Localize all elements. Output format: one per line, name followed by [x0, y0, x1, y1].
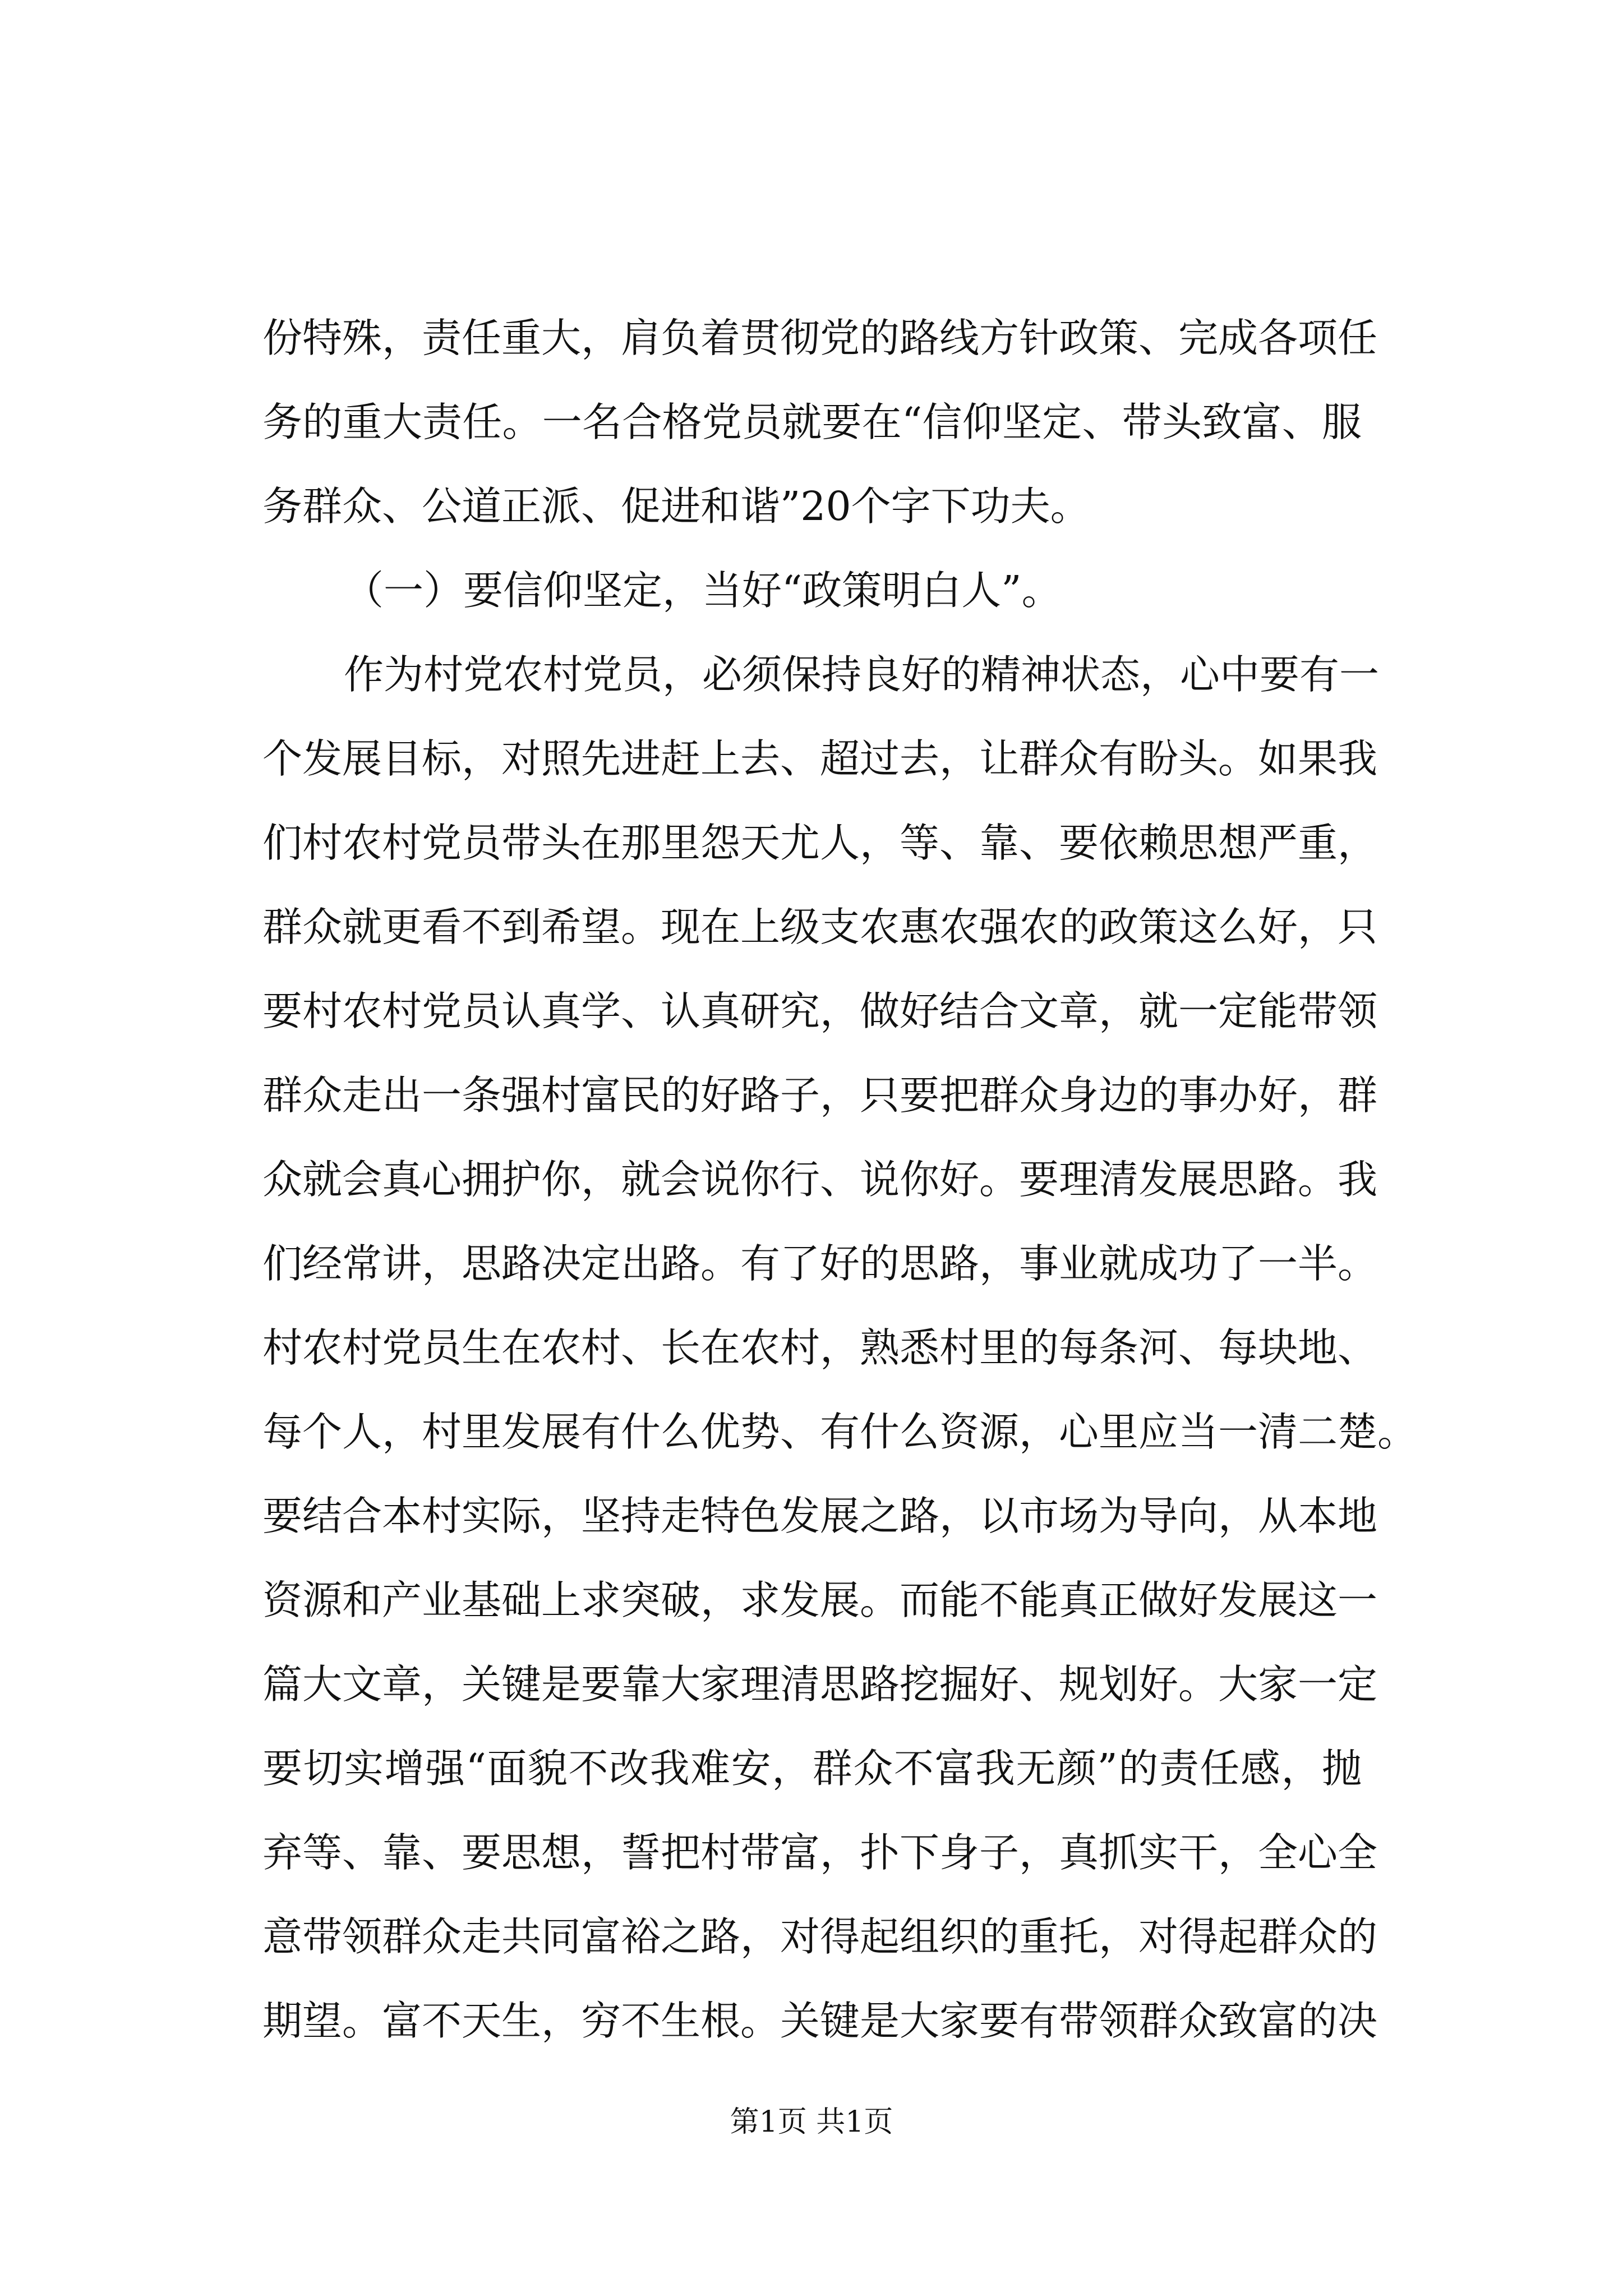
text-line: 群众就更看不到希望。现在上级支农惠农强农的政策这么好，只 [262, 904, 1378, 950]
text-line: 村农村党员生在农村、长在农村，熟悉村里的每条河、每块地、 [262, 1324, 1378, 1371]
text-line: 要结合本村实际，坚持走特色发展之路，以市场为导向，从本地 [262, 1493, 1378, 1539]
text-line: 要切实增强“面貌不改我难安，群众不富我无颜”的责任感，抛 [262, 1745, 1362, 1792]
text-line: 份特殊，责任重大，肩负着贯彻党的路线方针政策、完成各项任 [262, 315, 1378, 361]
text-line: 们经常讲，思路决定出路。有了好的思路，事业就成功了一半。 [262, 1240, 1378, 1287]
page-footer [0, 2102, 1623, 2142]
text-line: 群众走出一条强村富民的好路子，只要把群众身边的事办好，群 [262, 1072, 1378, 1119]
section-heading: （一）要信仰坚定，当好“政策明白人”。 [344, 567, 1062, 614]
text-line: 期望。富不天生，穷不生根。关键是大家要有带领群众致富的决 [262, 1998, 1378, 2044]
document-body [262, 296, 1418, 2063]
text-line: 要村农村党员认真学、认真研究，做好结合文章，就一定能带领 [262, 988, 1378, 1034]
text-line: 每个人，村里发展有什么优势、有什么资源，心里应当一清二楚。 [262, 1409, 1418, 1455]
page-number-label: 第1页 共1页 [730, 2105, 893, 2139]
text-line: 资源和产业基础上求突破，求发展。而能不能真正做好发展这一 [262, 1577, 1378, 1623]
text-line: 意带领群众走共同富裕之路，对得起组织的重托，对得起群众的 [262, 1913, 1378, 1960]
text-line: 众就会真心拥护你，就会说你行、说你好。要理清发展思路。我 [262, 1156, 1378, 1203]
paragraph-first-line: 作为村党农村党员，必须保持良好的精神状态，心中要有一 [344, 651, 1380, 698]
text-line: 篇大文章，关键是要靠大家理清思路挖掘好、规划好。大家一定 [262, 1661, 1378, 1708]
text-line: 弃等、靠、要思想，誓把村带富，扑下身子，真抓实干，全心全 [262, 1829, 1378, 1876]
text-line: 个发展目标，对照先进赶上去、超过去，让群众有盼头。如果我 [262, 735, 1378, 782]
text-line: 们村农村党员带头在那里怨天尤人，等、靠、要依赖思想严重， [262, 820, 1378, 866]
text-line: 务群众、公道正派、促进和谐”20个字下功夫。 [262, 483, 1090, 530]
text-line: 务的重大责任。一名合格党员就要在“信仰坚定、带头致富、服 [262, 399, 1362, 445]
